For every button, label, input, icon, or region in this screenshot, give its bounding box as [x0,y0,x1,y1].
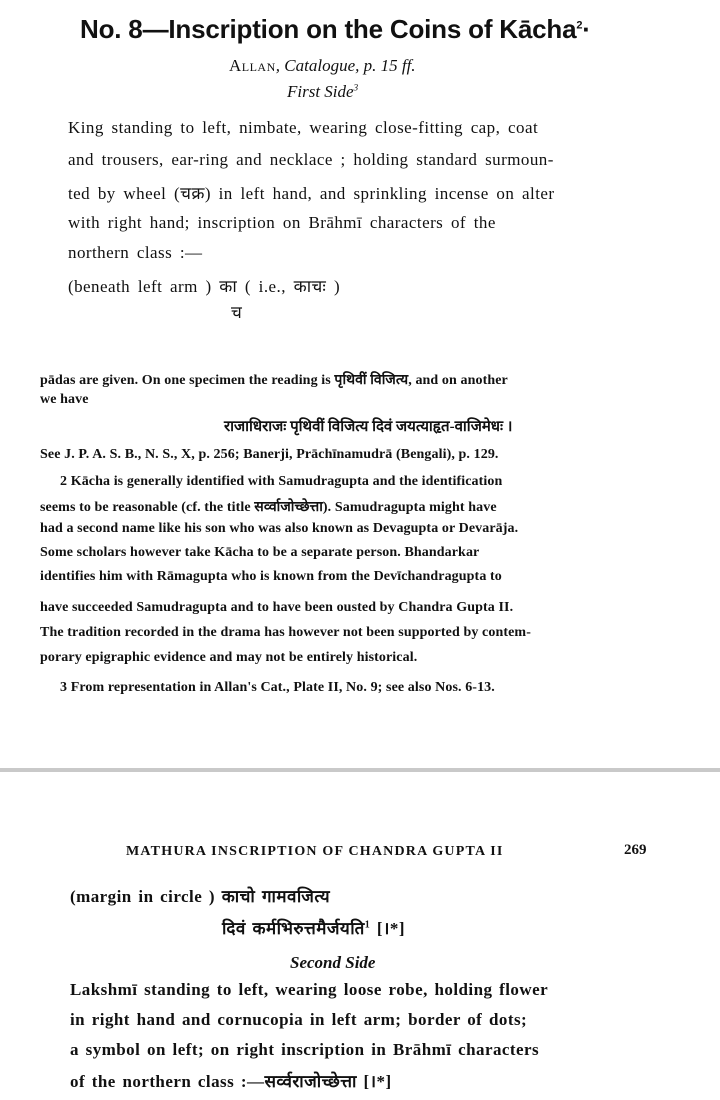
footnote-line: porary epigraphic evidence and may not be entirely historical. [40,650,418,665]
footnote-line: Some scholars however take Kācha to be a separate person. Bhandarkar [40,545,480,560]
first-side-heading: First Side$^3$ [287,82,359,101]
first-side-footnote-marker: 3 [353,82,359,93]
description-line: ted by wheel (चक्र) in left hand, and sprinkling incense on alter [68,184,555,203]
description-line: northern class :— [68,243,203,262]
footnote-line: have succeeded Samudragupta and to have been ousted by Chandra Gupta II. [40,600,514,615]
page-number: 269 [624,842,647,858]
reference-author: Allan [229,56,276,75]
description-line: a symbol on left; on right inscription in Brāhmī characters [70,1040,540,1059]
footnote-line: 2 Kācha is generally identified with Samudragupta and the identification [60,474,503,489]
title-footnote-marker: 2 [576,19,583,32]
verse-line: दिवं कर्मभिरुत्तमैर्जयति$^1$ [।*] [222,919,405,938]
footnote-line: had a second name like his son who was also known as Devagupta or Devarāja. [40,521,519,536]
second-side-heading: Second Side [290,953,376,972]
footnote-line: seems to be reasonable (cf. the title सर्व्वाजोच्छेत्ता). Samudragupta might have [40,500,497,515]
footnote-line: The tradition recorded in the drama has however not been supported by contem- [40,625,531,640]
beneath-char: च [231,303,243,322]
footnote-line: See J. P. A. S. B., N. S., X, p. 256; Banerji, Prāchīnamudrā (Bengali), p. 129. [40,447,499,462]
page-title: No. 8—Inscription on the Coins of Kācha$^2$· [80,14,591,44]
description-line: of the northern class :—सर्व्वराजोच्छेत्ता [।*] [70,1072,392,1091]
footnote-line: 3 From representation in Allan's Cat., Plate II, No. 9; see also Nos. 6-13. [60,680,495,695]
description-line: and trousers, ear-ring and necklace ; holding standard surmoun- [68,150,554,169]
description-line: Lakshmī standing to left, wearing loose robe, holding flower [70,980,549,999]
footnote-line: pādas are given. On one specimen the reading is पृथिवीं विजित्य, and on another [40,373,508,388]
beneath-left-arm-line: (beneath left arm ) का ( i.e., काचः ) [68,277,341,296]
footnote-verse: राजाधिराजः पृथिवीं विजित्य दिवं जयत्याहृत-वाजिमेधः । [224,419,513,435]
description-line: in right hand and cornucopia in left arm; border of dots; [70,1010,528,1029]
footnote-line: identifies him with Rāmagupta who is known from the Devīchandragupta to [40,569,502,584]
verse-footnote-marker: 1 [364,919,371,931]
description-line: King standing to left, nimbate, wearing close-fitting cap, coat [68,118,539,137]
running-header: MATHURA INSCRIPTION OF CHANDRA GUPTA II [126,844,504,859]
page-divider [0,768,720,772]
catalogue-reference [229,56,416,76]
description-line: with right hand; inscription on Brāhmī characters of the [68,213,496,232]
footnote-line: we have [40,392,89,407]
reference-detail: , Catalogue, p. 15 ff. [275,56,416,75]
margin-line: (margin in circle ) काचो गामवजित्य [70,887,331,906]
